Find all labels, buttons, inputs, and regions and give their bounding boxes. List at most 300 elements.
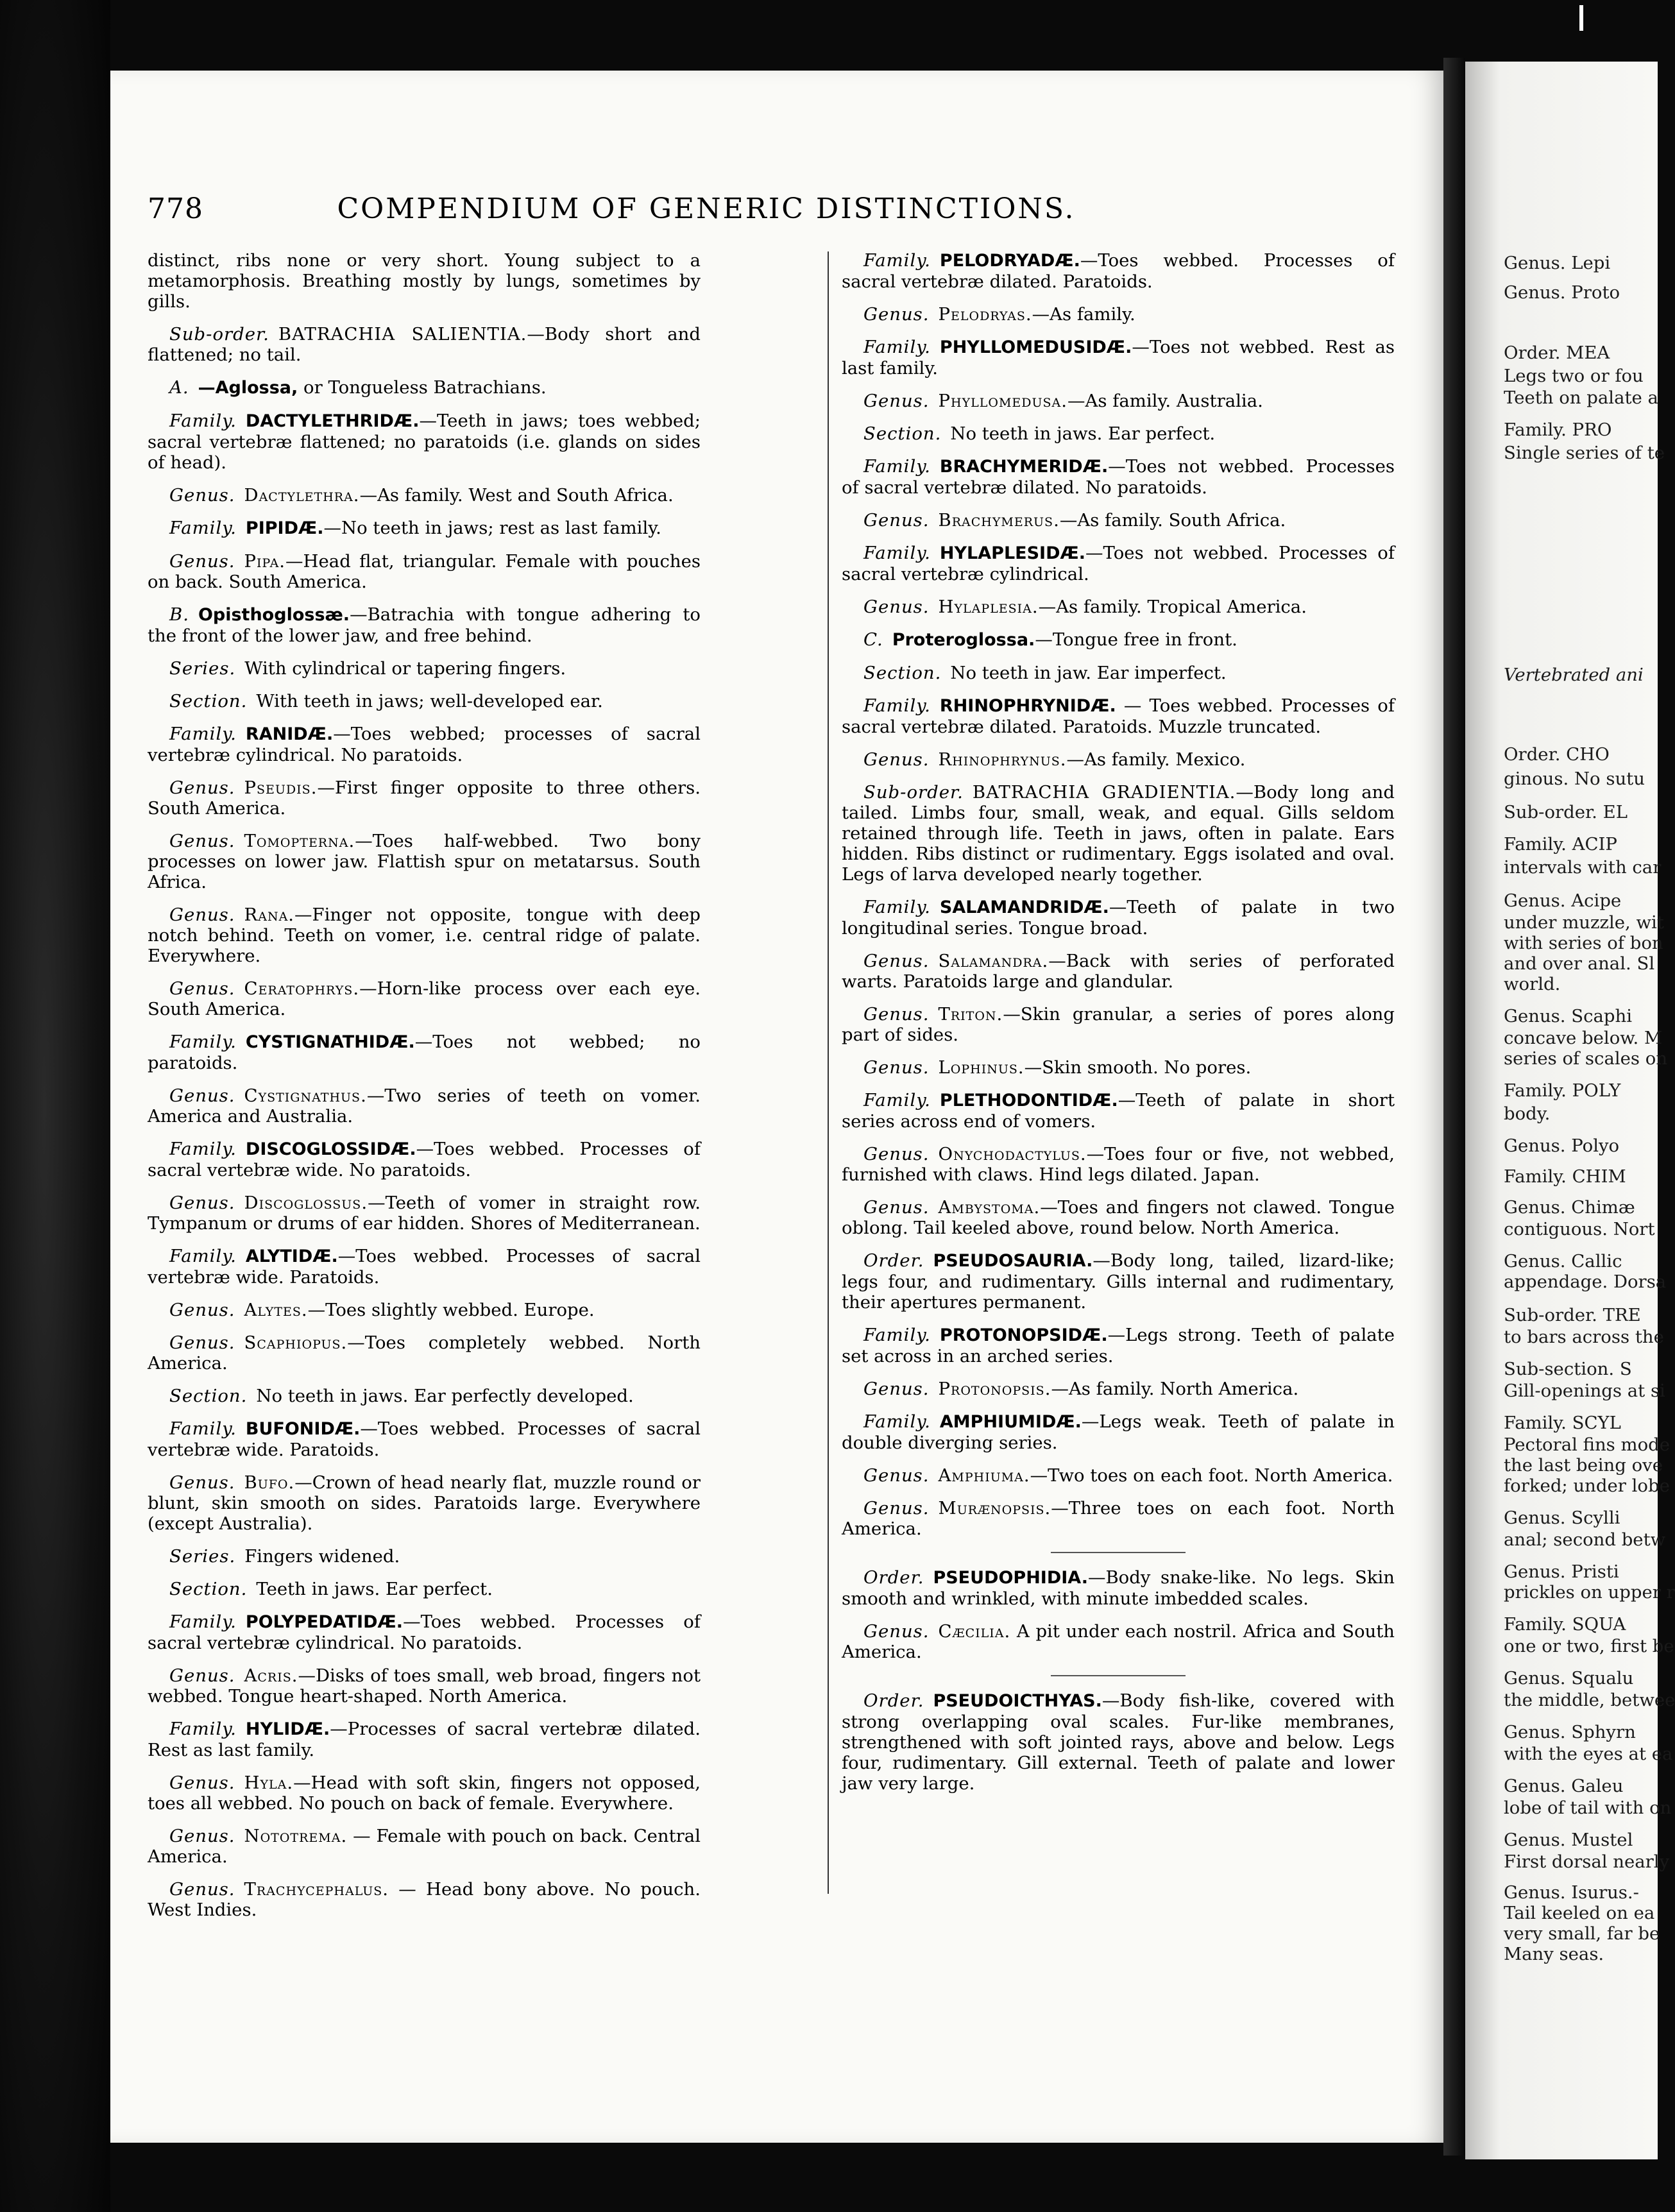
taxon-name: Brachymerus. [938,510,1060,531]
taxon-description: With cylindrical or tapering fingers. [244,658,566,679]
facing-page-line: Family. POLY [1504,1080,1621,1101]
taxon-rank: Order. [863,1250,924,1271]
taxon-rank: Genus. [169,1472,235,1493]
facing-page-line: the last being ove [1504,1455,1663,1476]
book-fold-shadow [0,0,110,2212]
taxon-description: No teeth in jaws. Ear perfect. [950,423,1216,444]
taxon-description: —As family. North America. [1051,1379,1299,1399]
taxon-name: PELODRYADÆ. [939,251,1080,271]
taxon-rank: Family. [169,411,237,431]
taxon-description: —Toes half-webbed. Two bony processes on lower jaw. Flattish spur on metatarsus. South Africa. [148,831,701,892]
taxon-description: No teeth in jaws. Ear perfectly developed. [256,1386,634,1406]
taxon-description: —As family. West and South Africa. [359,485,674,506]
facing-page-line: Family. SQUA [1504,1614,1626,1635]
taxon-description: —Batrachia with tongue adhering to the front of the lower jaw, and free behind. [148,604,701,646]
taxon-description: —Skin granular, a series of pores along part of sides. [842,1004,1395,1045]
taxon-rank: Genus. [169,905,235,925]
taxon-description: —First finger opposite to three others. South America. [148,778,701,819]
taxon-name: Scaphiopus. [244,1332,348,1353]
taxon-name: Acris. [244,1665,298,1686]
taxon-name: PIPIDÆ. [245,518,324,538]
taxon-rank: Family. [863,456,931,477]
taxon-entry [148,1546,701,1567]
taxon-entry [148,485,701,506]
taxon-name: Opisthoglossæ. [198,605,350,625]
taxon-name: Ceratophrys. [244,978,360,999]
taxon-name: Onychodactylus. [938,1144,1087,1164]
facing-page-line: Genus. Sphyrn [1504,1722,1636,1742]
taxon-rank: Genus. [863,391,930,411]
taxon-name: Ambystoma. [938,1197,1041,1218]
taxon-entry [148,1665,701,1706]
facing-page-line: Many seas. [1504,1944,1604,1964]
taxon-name: Alytes. [244,1300,308,1320]
taxon-name: Amphiuma. [938,1465,1030,1486]
taxon-name: Cæcilia. [938,1621,1011,1642]
taxon-entry [148,1612,701,1653]
taxon-entry [842,897,1395,939]
facing-page-line: Family. SCYL [1504,1413,1621,1433]
taxon-rank: Genus. [863,1197,930,1218]
facing-page-line: Genus. Callic [1504,1251,1622,1272]
taxon-entry [842,629,1395,651]
facing-page-line: prickles on upper r [1504,1582,1675,1603]
facing-page-line: Vertebrated ani [1504,665,1644,685]
facing-page-line: one or two, first be [1504,1636,1674,1656]
facing-page-line: Genus. Proto [1504,282,1620,303]
facing-page-line: Sub-order. TRE [1504,1305,1641,1325]
taxon-description: —Toes webbed. Processes of sacral vertebræ wide. Paratoids. [148,1246,701,1288]
taxon-name: HYLIDÆ. [245,1719,330,1739]
facing-page-line: Single series of te [1504,443,1665,463]
facing-page-line: with series of bon [1504,933,1663,953]
taxon-description: —Teeth in jaws; toes webbed; sacral vertebræ flattened; no paratoids (i.e. glands on sides of head). [148,411,701,473]
taxon-description: —As family. Tropical America. [1038,597,1307,617]
facing-page-line: series of scales on [1504,1048,1668,1069]
taxon-rank: Genus. [169,1773,235,1793]
taxon-name: PSEUDOPHIDIA. [933,1568,1088,1588]
taxon-entry [148,250,701,312]
taxon-entry [148,658,701,679]
taxon-rank: Genus. [169,1665,235,1686]
facing-page-line: under muzzle, wit [1504,912,1664,933]
facing-page-line: Pectoral fins mode [1504,1434,1671,1455]
taxon-description: A pit under each nostril. Africa and South America. [842,1621,1395,1662]
facing-page-line: Gill-openings at si [1504,1381,1665,1401]
taxon-name: DACTYLETHRIDÆ. [245,411,420,431]
taxon-entry [842,304,1395,325]
facing-page-line: forked; under lobe [1504,1476,1670,1496]
taxon-description: Teeth in jaws. Ear perfect. [256,1579,493,1599]
taxon-description: —Two toes on each foot. North America. [1030,1465,1393,1486]
taxon-entry [842,1197,1395,1238]
taxon-name: Bufo. [244,1472,295,1493]
taxon-name: DISCOGLOSSIDÆ. [245,1139,416,1159]
taxon-rank: Family. [863,695,931,716]
taxon-entry [842,782,1395,885]
taxon-description: —Toes not webbed; no paratoids. [148,1032,701,1073]
taxon-entry [148,778,701,819]
taxon-rank: Family. [169,1719,237,1739]
taxon-rank: Genus. [863,951,930,971]
taxon-rank: Genus. [863,304,930,325]
facing-page-line: body. [1504,1103,1551,1124]
facing-page-line: concave below. M [1504,1028,1663,1048]
facing-page-line: Legs two or fou [1504,366,1644,386]
facing-page-line: Order. CHO [1504,744,1610,765]
taxon-name: POLYPEDATIDÆ. [245,1612,404,1632]
taxon-description: —Body long, tailed, lizard-like; legs four, and rudimentary. Gills internal and rudimentary, their apertures permanent. [842,1250,1395,1313]
taxon-rank: Family. [863,1325,931,1345]
scan-corner-mark [1579,5,1583,31]
section-separator [1051,1675,1186,1676]
taxon-entry [148,1032,701,1073]
taxon-description: — Toes webbed. Processes of sacral vertebræ dilated. Paratoids. Muzzle truncated. [842,695,1395,737]
taxon-name: AMPHIUMIDÆ. [939,1412,1082,1432]
taxon-description: —Body long and tailed. Limbs four, small, weak, and equal. Gills seldom retained through life. Teeth in jaws, often in palate. Ears hidden. Ribs distinct or rudimentary. Eggs isolated and oval. Legs of larva developed nearly together. [842,782,1395,885]
taxon-rank: Family. [169,1418,237,1439]
taxon-name: Protonopsis. [938,1379,1051,1399]
taxon-rank: Family. [863,1090,931,1110]
facing-page-line: Family. CHIM [1504,1166,1626,1187]
taxon-rank: Genus. [863,1498,930,1519]
taxon-description: —Processes of sacral vertebræ dilated. Rest as last family. [148,1719,701,1760]
running-head: COMPENDIUM OF GENERIC DISTINCTIONS. [337,192,1076,225]
taxon-entry [148,518,701,539]
taxon-entry [842,1411,1395,1453]
taxon-entry [842,951,1395,992]
taxon-entry [842,1057,1395,1078]
taxon-name: Cystignathus. [244,1085,367,1106]
facing-page-line: Family. PRO [1504,420,1612,440]
taxon-rank: Genus. [863,597,930,617]
taxon-name: PSEUDOICTHYAS. [933,1691,1102,1711]
taxon-rank: Genus. [169,778,235,798]
taxon-name: PLETHODONTIDÆ. [939,1091,1118,1110]
facing-page-line: Genus. Scylli [1504,1508,1620,1528]
facing-page-line: Sub-section. S [1504,1359,1632,1379]
taxon-rank: Genus. [169,551,235,572]
taxon-description: —Horn-like process over each eye. South America. [148,978,701,1019]
taxon-rank: Family. [169,1246,237,1266]
taxon-entry [148,1332,701,1374]
facing-page-line: Teeth on palate a [1504,387,1658,408]
book-gutter [1443,58,1465,2156]
facing-page-line: Genus. Lepi [1504,253,1611,273]
taxon-rank: Section. [863,423,942,444]
taxon-description: —As family. South Africa. [1059,510,1286,531]
taxon-entry [148,1300,701,1320]
facing-page-line: and over anal. Sl [1504,953,1655,974]
taxon-description: —Head with soft skin, fingers not opposed, toes all webbed. No pouch on back of female. Everywhere. [148,1773,701,1814]
taxon-rank: Order. [863,1567,924,1588]
taxon-entry [842,1690,1395,1794]
taxon-entry [148,324,701,365]
taxon-rank: Family. [169,724,237,744]
taxon-rank: Family. [169,1139,237,1159]
facing-page-line: Genus. Scaphi [1504,1006,1633,1026]
facing-page-line: anal; second betw [1504,1529,1666,1550]
taxon-entry [842,1144,1395,1185]
taxon-description: —Toes webbed. Processes of sacral vertebræ wide. Paratoids. [148,1418,701,1460]
facing-page-line: Genus. Squalu [1504,1668,1634,1689]
taxon-rank: Genus. [169,485,235,506]
taxon-description: —Body fish-like, covered with strong overlapping oval scales. Fur-like membranes, strengthened with soft jointed rays, above and below. Legs four, rudimentary. Gill external. Teeth of palate and lower jaw very large. [842,1690,1395,1794]
facing-page-line: Order. MEA [1504,343,1610,363]
taxon-description: —Toes webbed. Processes of sacral vertebræ cylindrical. No paratoids. [148,1612,701,1653]
taxon-rank: Family. [863,897,931,917]
taxon-description: —Two series of teeth on vomer. America and Australia. [148,1085,701,1127]
taxon-description: —As family. [1032,304,1135,325]
taxon-entry [148,1193,701,1234]
taxon-description: —Toes and fingers not clawed. Tongue oblong. Tail keeled above, round below. North America. [842,1197,1395,1238]
taxon-rank: Family. [863,1411,931,1432]
taxon-entry [148,411,701,473]
taxon-description: —Back with series of perforated warts. Paratoids large and glandular. [842,951,1395,992]
taxon-rank: Family. [863,543,931,563]
taxon-entry [842,1090,1395,1132]
taxon-entry [148,1579,701,1599]
taxon-description: —Toes four or five, not webbed, furnished with claws. Hind legs dilated. Japan. [842,1144,1395,1185]
taxon-description: —Toes webbed. Processes of sacral vertebræ wide. No paratoids. [148,1139,701,1180]
taxon-description: —Head flat, triangular. Female with pouches on back. South America. [148,551,701,592]
facing-page-line: Genus. Acipe [1504,890,1622,911]
taxon-rank: Genus. [169,831,235,851]
taxon-name: BATRACHIA SALIENTIA. [278,324,527,345]
facing-page-line: appendage. Dorsa [1504,1272,1667,1292]
taxon-entry [148,377,701,398]
taxon-rank: Genus. [863,1004,930,1025]
taxon-entry [842,1379,1395,1399]
taxon-name: Hyla. [244,1773,294,1793]
taxon-description: —Crown of head nearly flat, muzzle round or blunt, skin smooth on sides. Paratoids large. Everywhere (except Australia). [148,1472,701,1534]
taxon-entry [842,1465,1395,1486]
taxon-entry [148,831,701,892]
taxon-entry [148,978,701,1019]
facing-page-line: Genus. Galeu [1504,1776,1624,1796]
taxon-description: —As family. Australia. [1067,391,1263,411]
taxon-description: —Teeth of palate in short series across end of vomers. [842,1090,1395,1132]
taxon-entry [842,391,1395,411]
facing-page-line: intervals with car [1504,857,1662,878]
taxon-entry [148,1472,701,1534]
taxon-rank: Genus. [169,1193,235,1213]
taxon-name: RHINOPHRYNIDÆ. [939,696,1116,716]
taxon-name: BUFONIDÆ. [245,1419,361,1439]
taxon-rank: Genus. [169,1300,235,1320]
taxon-name: PHYLLOMEDUSIDÆ. [939,337,1132,357]
taxon-description: —Toes webbed; processes of sacral vertebræ cylindrical. No paratoids. [148,724,701,765]
taxon-rank: Series. [169,658,236,679]
facing-page-line: Genus. Pristi [1504,1561,1619,1582]
taxon-name: —Aglossa, [198,378,298,398]
facing-page-line: contiguous. Nort [1504,1219,1655,1239]
taxon-entry [148,1879,701,1920]
taxon-rank: Family. [863,337,931,357]
taxon-entry [148,604,701,646]
taxon-description: —Body short and flattened; no tail. [148,324,701,365]
taxon-entry [842,695,1395,737]
facing-page-fragment [1465,62,1675,2159]
taxon-entry [842,1567,1395,1609]
taxon-name: BATRACHIA GRADIENTIA. [972,782,1236,803]
taxon-description: —Toes slightly webbed. Europe. [307,1300,595,1320]
taxon-description: —Skin smooth. No pores. [1024,1057,1252,1078]
taxon-entry [148,1139,701,1180]
taxon-entry [148,1386,701,1406]
taxon-rank: Genus. [863,1465,930,1486]
facing-page-line: lobe of tail with on [1504,1798,1672,1818]
taxon-description: — Female with pouch on back. Central America. [148,1826,701,1867]
taxon-entry [148,691,701,711]
taxon-entry [842,510,1395,531]
taxon-rank: B. [169,604,189,625]
taxon-rank: A. [169,377,189,398]
taxon-description: —As family. Mexico. [1066,749,1246,770]
taxon-rank: Genus. [169,1332,235,1353]
taxon-rank: Family. [169,518,237,538]
taxon-description: Fingers widened. [244,1546,400,1567]
taxon-name: Murænopsis. [938,1498,1051,1519]
taxon-entry [148,1826,701,1867]
facing-page-line: world. [1504,974,1561,994]
taxon-entry [148,1085,701,1127]
taxon-rank: Family. [169,1612,237,1632]
taxon-entry [842,337,1395,379]
taxon-description: —Three toes on each foot. North America. [842,1498,1395,1539]
taxon-name: Tomopterna. [244,831,355,851]
taxon-entry [148,1719,701,1760]
taxon-rank: Family. [169,1032,237,1052]
taxon-name: Pipa. [244,551,286,572]
taxon-entry [842,1004,1395,1045]
taxon-name: CYSTIGNATHIDÆ. [245,1032,415,1052]
taxon-rank: Series. [169,1546,236,1567]
taxon-rank: Sub-order. [169,324,269,345]
taxon-name: Discoglossus. [244,1193,368,1213]
taxon-name: Salamandra. [938,951,1049,971]
taxon-entry [842,543,1395,584]
page-number: 778 [148,192,203,225]
facing-page-line: Genus. Mustel [1504,1830,1633,1850]
facing-page-line: very small, far be [1504,1923,1660,1944]
taxon-entry [842,1621,1395,1662]
taxon-description: With teeth in jaws; well-developed ear. [256,691,603,711]
taxon-rank: Family. [863,250,931,271]
taxon-entry [842,1498,1395,1539]
taxon-rank: Genus. [169,1826,235,1846]
taxon-rank: Sub-order. [863,782,964,803]
taxon-entry [148,1773,701,1814]
taxon-entry [842,423,1395,444]
taxon-description: or Tongueless Batrachians. [298,377,547,398]
taxon-entry [148,1418,701,1460]
taxon-name: Nototrema. [244,1826,348,1846]
taxon-name: RANIDÆ. [245,724,334,744]
taxon-rank: Genus. [863,1057,930,1078]
facing-page-line: Tail keeled on ea [1504,1903,1655,1923]
taxon-description: —No teeth in jaws; rest as last family. [323,518,661,538]
taxon-description: —Toes not webbed. Processes of sacral vertebræ cylindrical. [842,543,1395,584]
column-rule [828,251,829,1894]
taxon-entry [842,663,1395,683]
taxon-name: Trachycephalus. [244,1879,389,1900]
taxon-description: —Legs strong. Teeth of palate set across in an arched series. [842,1325,1395,1366]
taxon-rank: Genus. [863,1144,930,1164]
section-separator [1051,1552,1186,1553]
taxon-entry [842,1250,1395,1313]
taxon-name: Pelodryas. [938,304,1032,325]
taxon-entry [842,597,1395,617]
taxon-rank: Section. [863,663,942,683]
taxon-description: —Toes not webbed. Processes of sacral vertebræ dilated. No paratoids. [842,456,1395,498]
taxon-name: BRACHYMERIDÆ. [939,457,1109,477]
taxon-name: Rana. [244,905,295,925]
taxon-entry [148,905,701,966]
taxon-rank: Genus. [863,1621,930,1642]
taxon-description: —Toes not webbed. Rest as last family. [842,337,1395,379]
taxon-entry [842,456,1395,498]
taxon-entry [842,1325,1395,1366]
facing-page-line: Family. ACIP [1504,834,1617,855]
taxon-description: —Teeth of palate in two longitudinal series. Tongue broad. [842,897,1395,939]
taxon-entry [148,724,701,765]
taxon-name: Proteroglossa. [892,630,1035,650]
taxon-name: Hylaplesia. [938,597,1039,617]
facing-page-line: the middle, betwee [1504,1690,1675,1710]
taxon-description: distinct, ribs none or very short. Young subject to a metamorphosis. Breathing mostly by lungs, sometimes by gills. [148,250,701,312]
taxon-entry [842,250,1395,292]
facing-page-line: First dorsal nearly [1504,1851,1670,1872]
taxon-rank: Genus. [169,1085,235,1106]
taxon-rank: Genus. [863,1379,930,1399]
taxon-description: —Toes webbed. Processes of sacral vertebræ dilated. Paratoids. [842,250,1395,292]
taxon-name: PROTONOPSIDÆ. [939,1325,1108,1345]
taxon-rank: Genus. [169,1879,235,1900]
taxon-name: Lophinus. [938,1057,1025,1078]
taxon-rank: Genus. [169,978,235,999]
taxon-name: PSEUDOSAURIA. [933,1251,1093,1271]
taxon-description: No teeth in jaw. Ear imperfect. [950,663,1227,683]
facing-page-line: to bars across the [1504,1327,1664,1347]
taxon-description: —Toes completely webbed. North America. [148,1332,701,1374]
taxon-rank: Section. [169,691,248,711]
taxon-rank: Order. [863,1690,924,1711]
taxon-description: —Disks of toes small, web broad, fingers not webbed. Tongue heart-shaped. North America. [148,1665,701,1706]
facing-page-line: Genus. Chimæ [1504,1197,1635,1218]
taxon-name: Phyllomedusa. [938,391,1068,411]
taxon-entry [148,551,701,592]
taxon-description: —Body snake-like. No legs. Skin smooth and wrinkled, with minute imbedded scales. [842,1567,1395,1609]
left-column [148,250,701,1932]
right-column [842,250,1395,1806]
taxon-description: —Legs weak. Teeth of palate in double diverging series. [842,1411,1395,1453]
taxon-rank: Section. [169,1386,248,1406]
taxon-rank: Genus. [863,749,930,770]
taxon-name: ALYTIDÆ. [245,1246,338,1266]
taxon-name: Pseudis. [244,778,318,798]
page-header [148,192,1169,237]
taxon-name: HYLAPLESIDÆ. [939,543,1086,563]
facing-page-line: ginous. No sutu [1504,769,1645,789]
taxon-rank: Section. [169,1579,248,1599]
facing-page-line: with the eyes at ea [1504,1744,1673,1764]
taxon-name: Triton. [938,1004,1003,1025]
taxon-rank: Genus. [863,510,930,531]
taxon-entry [148,1246,701,1288]
taxon-description: —Teeth of vomer in straight row. Tympanum or drums of ear hidden. Shores of Mediterranean. [148,1193,701,1234]
taxon-description: —Tongue free in front. [1035,629,1237,650]
